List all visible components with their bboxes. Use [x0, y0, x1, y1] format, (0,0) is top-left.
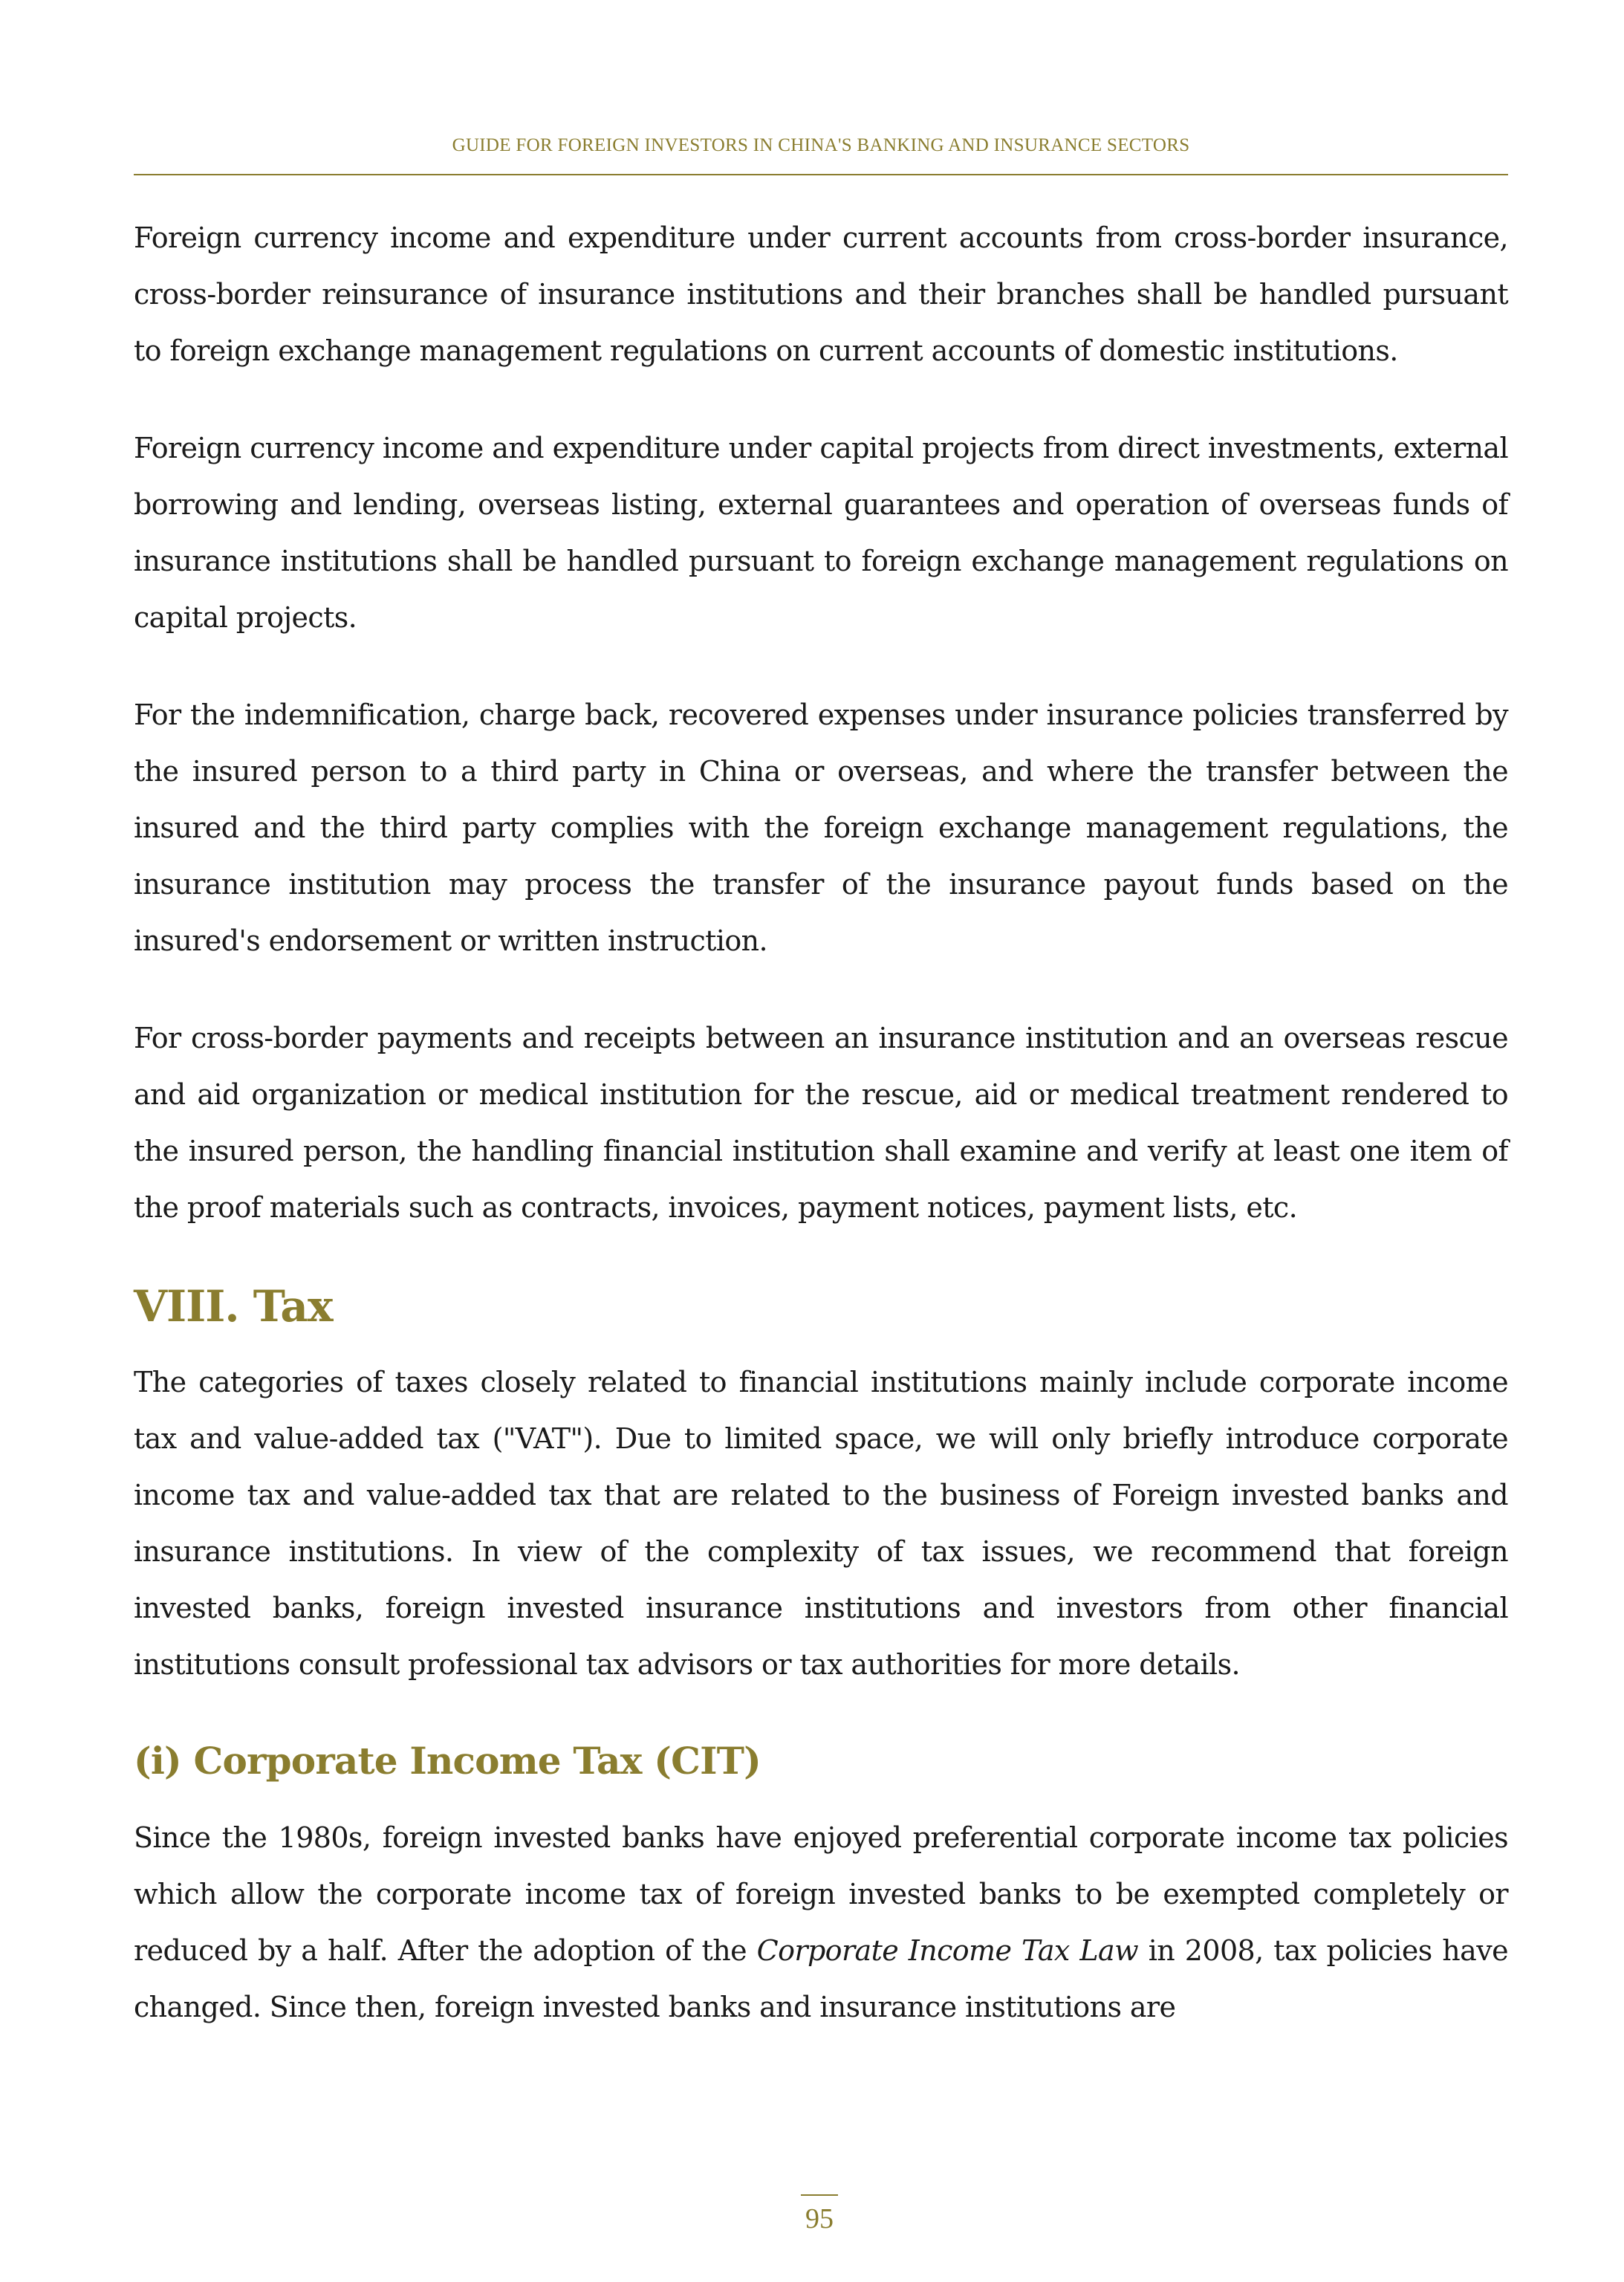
header-divider [134, 174, 1508, 175]
paragraph-current-accounts: Foreign currency income and expenditure under current accounts from cross-border insurance, cross-border reinsurance of insurance institutions and their branches shall be handled pursuant to foreign exchange management regulations on current accounts of domestic institutions. [134, 221, 1508, 367]
running-header: GUIDE FOR FOREIGN INVESTORS IN CHINA'S BANKING AND INSURANCE SECTORS [452, 135, 1190, 155]
paragraph-indemnification: For the indemnification, charge back, recovered expenses under insurance policies transferred by the insured person to a third party in China or overseas, and where the transfer between the insured and the third party complies with the foreign exchange management regulations, the insurance institution may process the transfer of the insurance payout funds based on the insured's endorsement or written instruction. [134, 698, 1508, 957]
section-heading-tax: VIII. Tax [134, 1281, 333, 1332]
paragraph-cit [134, 1809, 1508, 2035]
footer-divider [801, 2194, 838, 2196]
subsection-heading-cit: (i) Corporate Income Tax (CIT) [134, 1739, 761, 1783]
cit-law-name: Corporate Income Tax Law [756, 1934, 1139, 1967]
page-number: 95 [805, 2203, 834, 2234]
body-text [134, 210, 1508, 2076]
paragraph-capital-projects: Foreign currency income and expenditure under capital projects from direct investments, external borrowing and lending, overseas listing, external guarantees and operation of overseas funds of insurance institutions shall be handled pursuant to foreign exchange management regulations on capital projects. [134, 432, 1508, 634]
paragraph-cross-border-payments: For cross-border payments and receipts between an insurance institution and an overseas rescue and aid organization or medical institution for the rescue, aid or medical treatment rendered to the insured person, the handling financial institution shall examine and verify at least one item of the proof materials such as contracts, invoices, payment notices, payment lists, etc. [134, 1022, 1508, 1224]
cit-text-before: Since the 1980s, foreign invested banks have enjoyed preferential corporate income tax policies which allow the corporate income tax of foreign invested banks to be exempted completely or reduced by a half. After the adoption of the [134, 1821, 1508, 1967]
paragraph-tax-intro: The categories of taxes closely related to financial institutions mainly include corporate income tax and value-added tax ("VAT"). Due to limited space, we will only briefly introduce corporate income tax and value-added tax that are related to the business of Foreign invested banks and insurance institutions. In view of the complexity of tax issues, we recommend that foreign invested banks, foreign invested insurance institutions and investors from other financial institutions consult professional tax advisors or tax authorities for more details. [134, 1366, 1508, 1681]
cit-text-after: in 2008, tax policies have changed. Since then, foreign invested banks and insurance institutions are [134, 1934, 1508, 2023]
